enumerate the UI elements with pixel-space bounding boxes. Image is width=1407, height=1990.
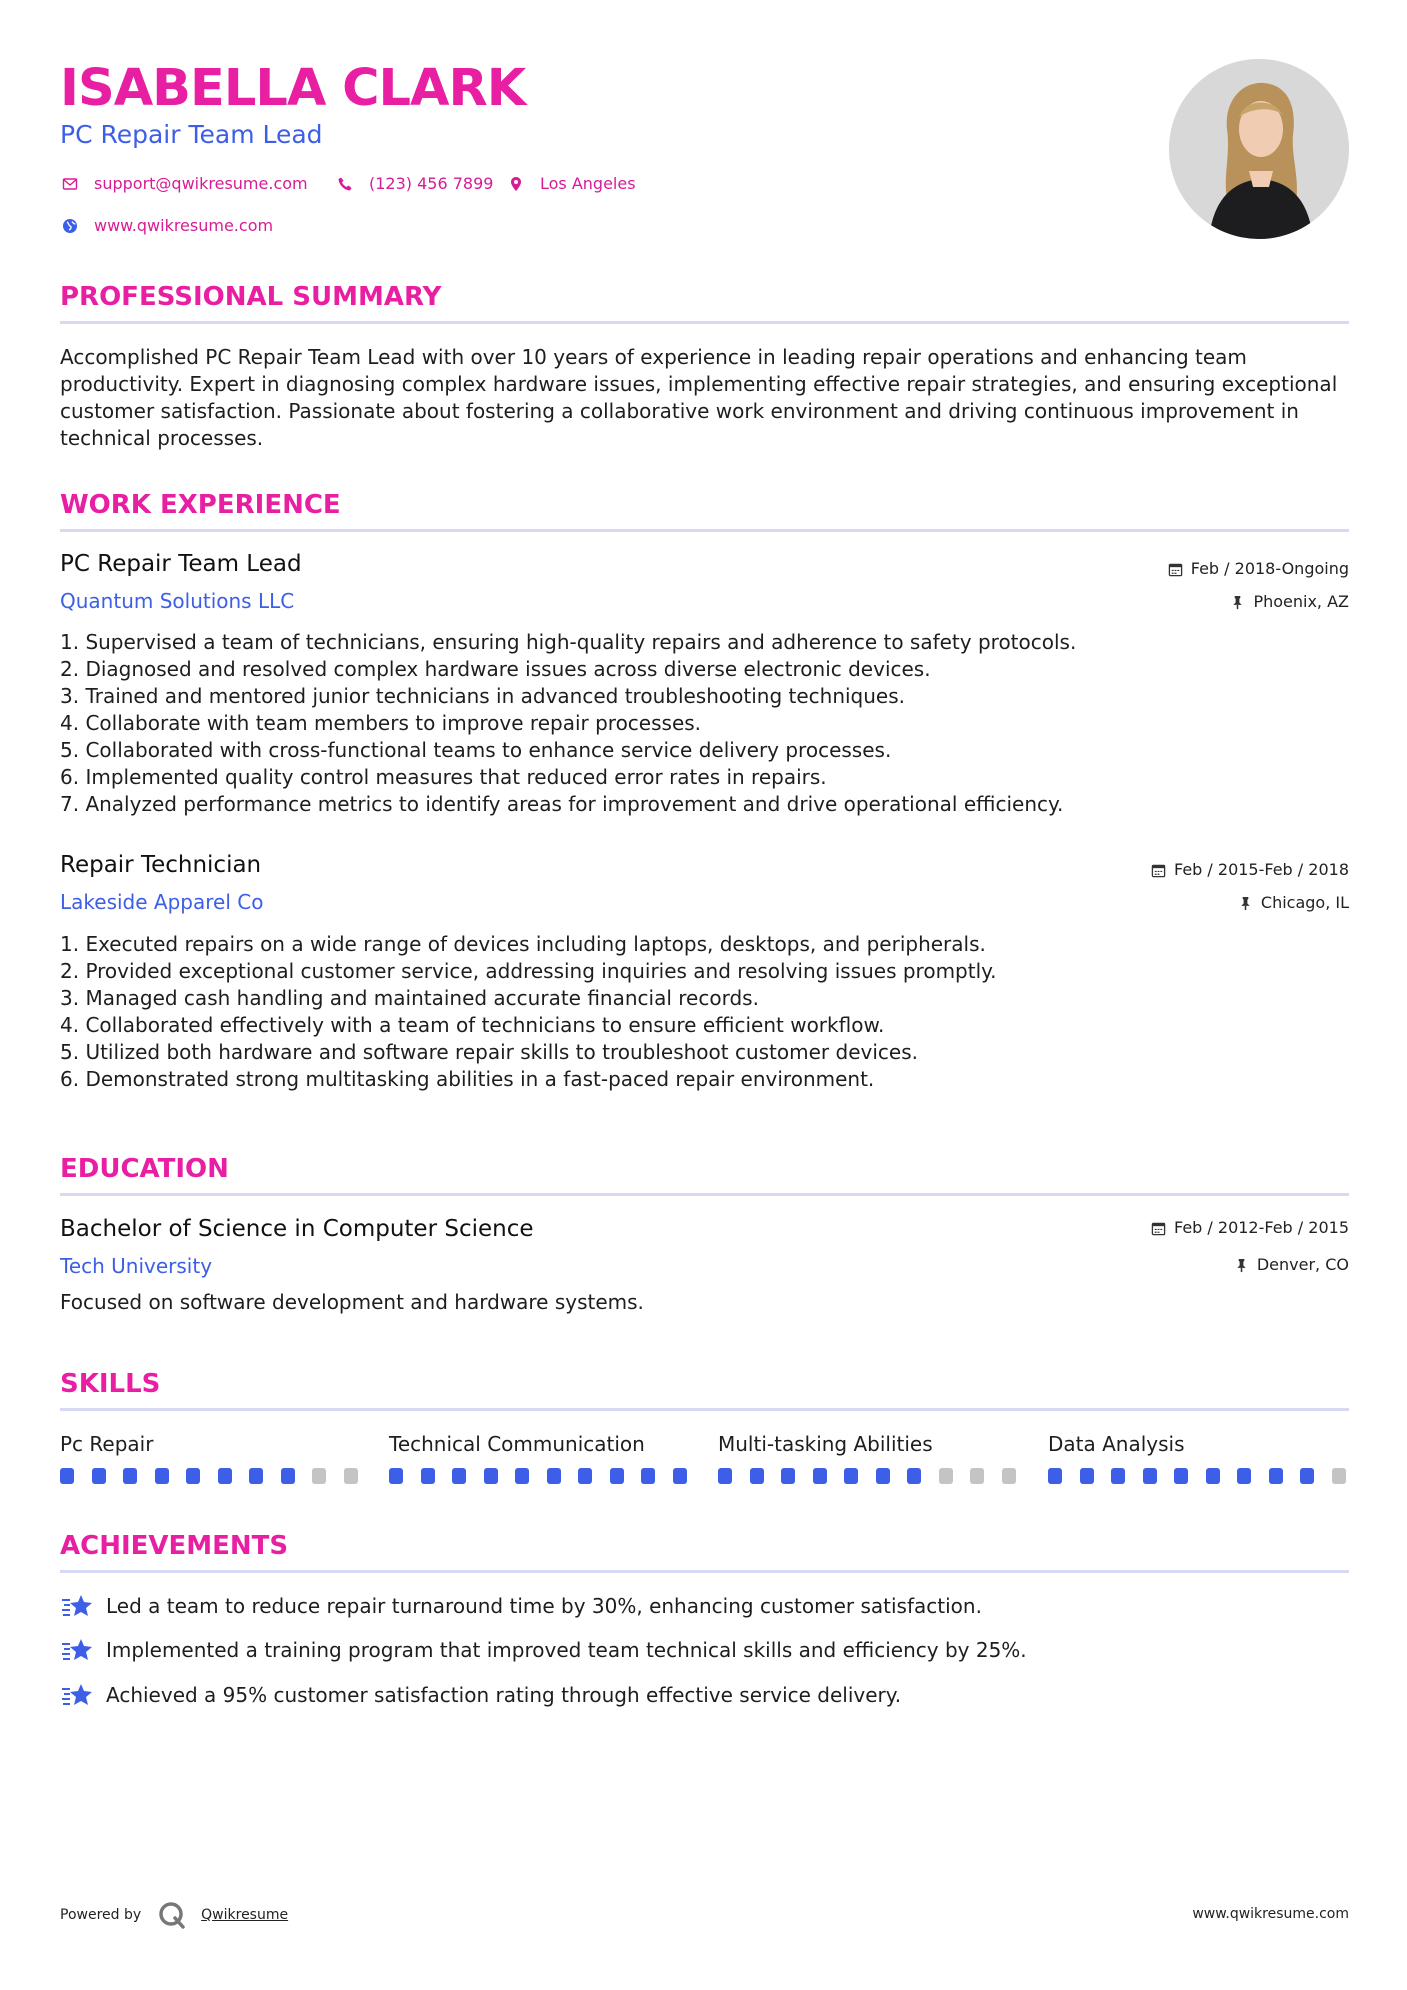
skill-meter: [718, 1468, 1016, 1484]
skill-dot-filled: [452, 1468, 466, 1484]
skill-dot-filled: [844, 1468, 858, 1484]
powered-by-label: Powered by: [60, 1907, 142, 1923]
skill-item: [718, 1430, 1016, 1484]
pushpin-icon: [1230, 595, 1245, 610]
candidate-name: ISABELLA CLARK: [60, 59, 526, 118]
skill-item: [389, 1430, 687, 1484]
job-dates: [1151, 859, 1349, 881]
education-dates: [1151, 1217, 1349, 1239]
star-icon: [60, 1592, 94, 1620]
skill-dot-filled: [750, 1468, 764, 1484]
skill-dot-empty: [939, 1468, 953, 1484]
achievements-divider: [60, 1570, 1349, 1573]
skill-dot-filled: [186, 1468, 200, 1484]
list-item: 4. Collaborated effectively with a team of technicians to ensure efficient workflow.: [60, 1013, 885, 1037]
skill-dot-empty: [1002, 1468, 1016, 1484]
skill-dot-filled: [1237, 1468, 1251, 1484]
experience-heading: WORK EXPERIENCE: [60, 490, 341, 520]
job-company: Lakeside Apparel Co: [60, 890, 264, 914]
phone-text: (123) 456 7899: [369, 174, 494, 193]
skill-dot-filled: [718, 1468, 732, 1484]
summary-divider: [60, 321, 1349, 324]
website-text: www.qwikresume.com: [94, 216, 274, 235]
skill-dot-filled: [578, 1468, 592, 1484]
list-item: 7. Analyzed performance metrics to identify areas for improvement and drive operational efficiency.: [60, 792, 1064, 816]
list-item: 2. Provided exceptional customer service, addressing inquiries and resolving issues promptly.: [60, 959, 997, 983]
skill-dot-filled: [1111, 1468, 1125, 1484]
skill-dot-filled: [1269, 1468, 1283, 1484]
map-pin-icon: [506, 174, 526, 194]
achievements-heading: ACHIEVEMENTS: [60, 1531, 289, 1561]
skills-heading: SKILLS: [60, 1369, 161, 1399]
mail-icon: [60, 174, 80, 194]
skill-dot-filled: [1143, 1468, 1157, 1484]
education-divider: [60, 1193, 1349, 1196]
list-item: 2. Diagnosed and resolved complex hardware issues across diverse electronic devices.: [60, 657, 931, 681]
star-icon: [60, 1681, 94, 1709]
calendar-icon: [1151, 863, 1166, 878]
brand-link[interactable]: Qwikresume: [201, 1907, 289, 1923]
skill-dot-filled: [1048, 1468, 1062, 1484]
skill-dot-filled: [421, 1468, 435, 1484]
achievement-text: Implemented a training program that improved team technical skills and efficiency by 25%.: [106, 1638, 1027, 1662]
skill-dot-filled: [1174, 1468, 1188, 1484]
skill-dot-empty: [1332, 1468, 1346, 1484]
email-text: support@qwikresume.com: [94, 174, 308, 193]
skill-dot-empty: [970, 1468, 984, 1484]
skill-dot-empty: [344, 1468, 358, 1484]
skill-label: Pc Repair: [60, 1432, 154, 1456]
skill-label: Data Analysis: [1048, 1432, 1185, 1456]
profile-photo: [1169, 59, 1349, 239]
job-location-text: Phoenix, AZ: [1253, 592, 1349, 611]
skill-dot-filled: [876, 1468, 890, 1484]
education-description: Focused on software development and hardware systems.: [60, 1290, 644, 1314]
school-name: Tech University: [60, 1254, 213, 1278]
calendar-icon: [1151, 1221, 1166, 1236]
pushpin-icon: [1234, 1258, 1249, 1273]
star-icon: [60, 1636, 94, 1664]
list-item: 6. Implemented quality control measures that reduced error rates in repairs.: [60, 765, 827, 789]
phone-icon: [335, 174, 355, 194]
job-title: PC Repair Team Lead: [60, 551, 302, 577]
list-item: 3. Trained and mentored junior technicians in advanced troubleshooting techniques.: [60, 684, 905, 708]
education-heading: EDUCATION: [60, 1154, 229, 1184]
skill-dot-filled: [1300, 1468, 1314, 1484]
list-item: 4. Collaborate with team members to improve repair processes.: [60, 711, 702, 735]
location-text: Los Angeles: [540, 174, 636, 193]
skill-dot-filled: [249, 1468, 263, 1484]
qwikresume-logo-icon: [157, 1900, 187, 1930]
skill-meter: [60, 1468, 358, 1484]
skill-dot-filled: [92, 1468, 106, 1484]
skill-label: Multi-tasking Abilities: [718, 1432, 933, 1456]
education-location: [1234, 1254, 1349, 1276]
job-location: [1230, 591, 1349, 613]
job-dates-text: Feb / 2018-Ongoing: [1190, 559, 1349, 578]
skill-dot-filled: [60, 1468, 74, 1484]
skill-dot-filled: [218, 1468, 232, 1484]
job-dates-text: Feb / 2015-Feb / 2018: [1174, 860, 1349, 879]
calendar-icon: [1168, 562, 1183, 577]
job-bullets: [60, 629, 1349, 818]
list-item: 5. Collaborated with cross-functional teams to enhance service delivery processes.: [60, 738, 892, 762]
degree-title: Bachelor of Science in Computer Science: [60, 1216, 534, 1242]
achievement-text: Led a team to reduce repair turnaround time by 30%, enhancing customer satisfaction.: [106, 1594, 982, 1618]
list-item: 5. Utilized both hardware and software repair skills to troubleshoot customer devices.: [60, 1040, 918, 1064]
pushpin-icon: [1238, 896, 1253, 911]
candidate-role: PC Repair Team Lead: [60, 120, 323, 149]
list-item: 3. Managed cash handling and maintained accurate financial records.: [60, 986, 759, 1010]
skill-meter: [389, 1468, 687, 1484]
skill-dot-empty: [312, 1468, 326, 1484]
contact-phone[interactable]: [335, 173, 493, 195]
skill-dot-filled: [281, 1468, 295, 1484]
experience-divider: [60, 529, 1349, 532]
achievement-item: [60, 1636, 1027, 1664]
footer-website[interactable]: www.qwikresume.com: [1192, 1906, 1349, 1922]
skill-dot-filled: [547, 1468, 561, 1484]
skill-dot-filled: [389, 1468, 403, 1484]
education-location-text: Denver, CO: [1256, 1255, 1349, 1274]
skill-dot-filled: [1206, 1468, 1220, 1484]
globe-icon: [60, 216, 80, 236]
job-title: Repair Technician: [60, 852, 262, 878]
skill-dot-filled: [781, 1468, 795, 1484]
skill-dot-filled: [155, 1468, 169, 1484]
skill-dot-filled: [673, 1468, 687, 1484]
skill-dot-filled: [515, 1468, 529, 1484]
skill-label: Technical Communication: [389, 1432, 645, 1456]
education-dates-text: Feb / 2012-Feb / 2015: [1174, 1218, 1349, 1237]
skill-item: [1048, 1430, 1346, 1484]
contact-website[interactable]: [60, 215, 273, 237]
achievement-item: [60, 1681, 901, 1709]
job-company: Quantum Solutions LLC: [60, 589, 295, 613]
skill-dot-filled: [610, 1468, 624, 1484]
skill-dot-filled: [1080, 1468, 1094, 1484]
skill-dot-filled: [123, 1468, 137, 1484]
list-item: 6. Demonstrated strong multitasking abilities in a fast-paced repair environment.: [60, 1067, 875, 1091]
skill-dot-filled: [641, 1468, 655, 1484]
skill-dot-filled: [907, 1468, 921, 1484]
achievement-item: [60, 1592, 982, 1620]
job-dates: [1168, 558, 1349, 580]
contact-location: [506, 173, 636, 195]
job-location-text: Chicago, IL: [1260, 893, 1349, 912]
skill-dot-filled: [484, 1468, 498, 1484]
job-bullets: [60, 931, 1349, 1093]
skill-item: [60, 1430, 358, 1484]
skill-meter: [1048, 1468, 1346, 1484]
footer-powered-by: [60, 1900, 288, 1930]
skill-dot-filled: [813, 1468, 827, 1484]
summary-heading: PROFESSIONAL SUMMARY: [60, 282, 442, 312]
achievement-text: Achieved a 95% customer satisfaction rating through effective service delivery.: [106, 1683, 902, 1707]
list-item: 1. Supervised a team of technicians, ensuring high-quality repairs and adherence to safety protocols.: [60, 630, 1077, 654]
contact-email[interactable]: [60, 173, 308, 195]
list-item: 1. Executed repairs on a wide range of devices including laptops, desktops, and peripherals.: [60, 932, 986, 956]
summary-text: Accomplished PC Repair Team Lead with over 10 years of experience in leading repair operations and enhancing team productivity. Expert in diagnosing complex hardware issues, implementing effective repair strategies, and ensuring exceptional customer satisfaction. Passionate about fostering a collaborative work environment and driving continuous improvement in technical processes.: [60, 345, 1338, 450]
skills-divider: [60, 1408, 1349, 1411]
job-location: [1238, 892, 1349, 914]
